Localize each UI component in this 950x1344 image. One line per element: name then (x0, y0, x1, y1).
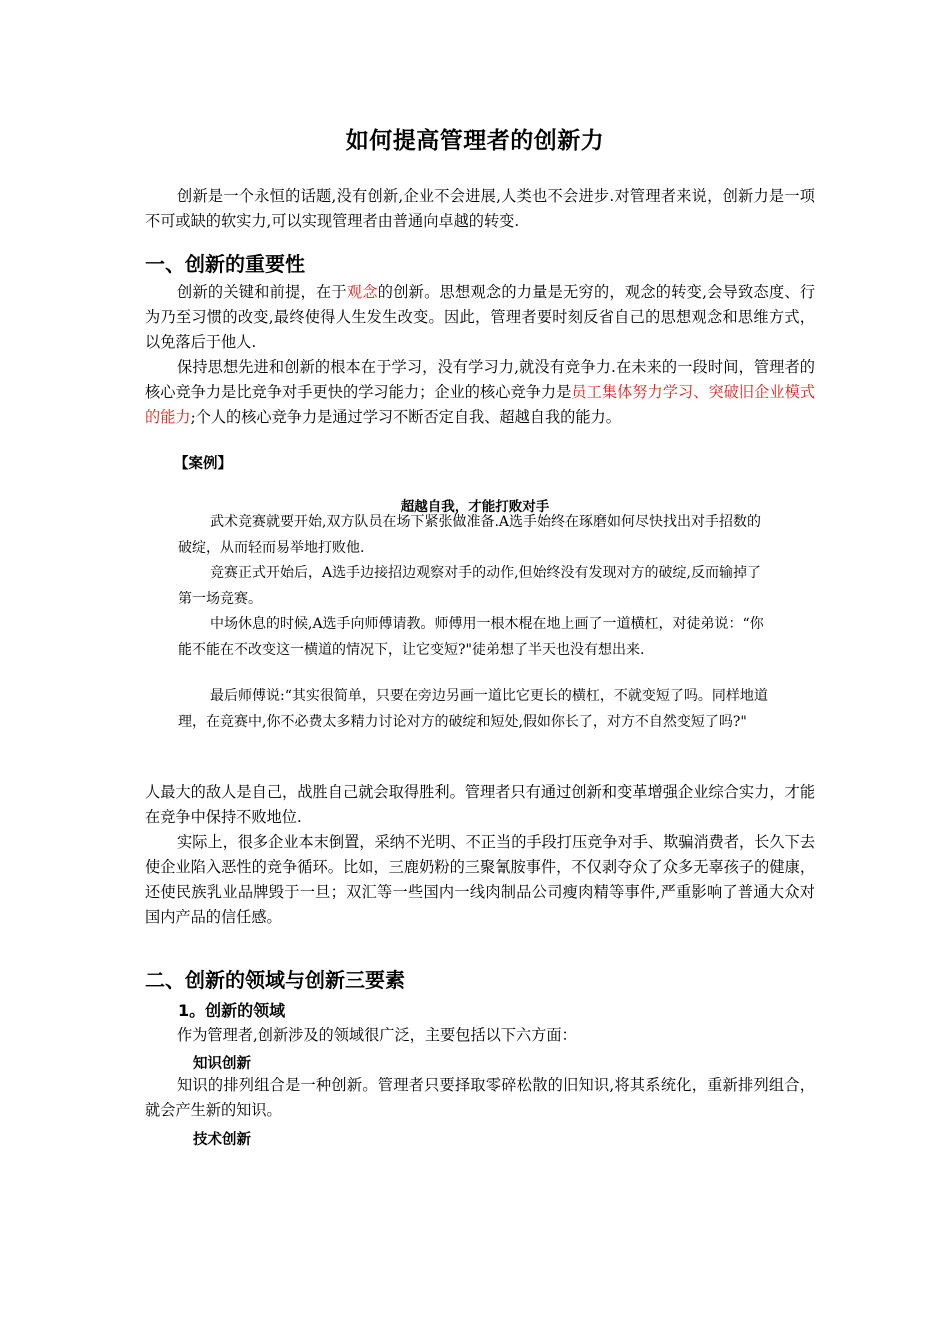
case-label: 【案例】 (174, 456, 232, 472)
section-1-paragraph-1 (145, 280, 815, 355)
section-2-heading: 二、创新的领域与创新三要素 (145, 968, 405, 992)
story-paragraph-2: 竞赛正式开始后，A选手边接招边观察对手的动作,但始终没有发现对方的破绽,反而输掉了第一场竞赛。 (178, 565, 762, 607)
intro-paragraph: 创新是一个永恒的话题,没有创新,企业不会进展,人类也不会进步.对管理者来说，创新力是一项不可或缺的软实力,可以实现管理者由普通向卓越的转变. (145, 187, 815, 230)
document-title: 如何提高管理者的创新力 (345, 128, 605, 154)
subsection-1-heading: 1。创新的领域 (178, 1001, 286, 1020)
p2-text-after: ;个人的核心竞争力是通过学习不断否定自我、超越自我的能力。 (190, 408, 621, 426)
tech-innovation-heading: 技术创新 (193, 1132, 251, 1148)
story-paragraph-1: 武术竞赛就要开始,双方队员在场下紧张做准备.A选手始终在琢磨如何尽快找出对手招数的破绽，从而轻而易举地打败他. (178, 514, 762, 556)
knowledge-innovation-heading: 知识创新 (193, 1056, 251, 1072)
p1-text-after: 的创新。思想观念的力量是无穷的，观念的转变,会导致态度、行为乃至习惯的改变,最终使得人生发生改变。因此，管理者要时刻反省自己的思想观念和思维方式，以免落后于他人. (145, 283, 816, 351)
knowledge-innovation-paragraph: 知识的排列组合是一种创新。管理者只要择取零碎松散的旧知识,将其系统化，重新排列组合，就会产生新的知识。 (145, 1076, 815, 1119)
section-1-paragraph-4: 实际上，很多企业本末倒置，采纳不光明、不正当的手段打压竞争对手、欺骗消费者，长久下去使企业陷入恶性的竞争循环。比如，三鹿奶粉的三聚氰胺事件，不仅剥夺众了众多无辜孩子的健康，还使民族乳业品牌毁于一旦；双汇等一些国内一线肉制品公司瘦肉精等事件,严重影响了普通大众对国内产品的信任感。 (145, 833, 815, 926)
story-title: 超越自我，才能打败对手 (400, 499, 550, 515)
p1-text-before: 创新的关键和前提，在于 (177, 283, 347, 301)
story-paragraph-3: 中场休息的时候,A选手向师傅请教。师傅用一根木棍在地上画了一道横杠，对徒弟说：“你能不能在不改变这一横道的情况下，让它变短?"徒弟想了半天也没有想出来. (178, 616, 764, 658)
p1-highlight: 观念 (346, 283, 378, 301)
section-1-paragraph-3: 人最大的敌人是自己，战胜自己就会取得胜利。管理者只有通过创新和变革增强企业综合实力，才能在竞争中保持不败地位. (145, 783, 815, 826)
p2-highlight: 员工集体努力学习、突破旧企业模式的能力 (145, 383, 816, 426)
section-1-paragraph-2 (145, 355, 815, 430)
p2-text-before: 保持思想先进和创新的根本在于学习，没有学习力,就没有竞争力.在未来的一段时间，管理者的核心竞争力是比竞争对手更快的学习能力；企业的核心竞争力是 (145, 358, 815, 401)
section-2-paragraph-1: 作为管理者,创新涉及的领域很广泛，主要包括以下六方面： (177, 1026, 577, 1044)
section-1-heading: 一、创新的重要性 (145, 252, 305, 276)
story-paragraph-4: 最后师傅说:“其实很简单，只要在旁边另画一道比它更长的横杠，不就变短了吗。同样地道理，在竞赛中,你不必费太多精力讨论对方的破绽和短处,假如你长了，对方不自然变短了吗?" (178, 688, 768, 730)
